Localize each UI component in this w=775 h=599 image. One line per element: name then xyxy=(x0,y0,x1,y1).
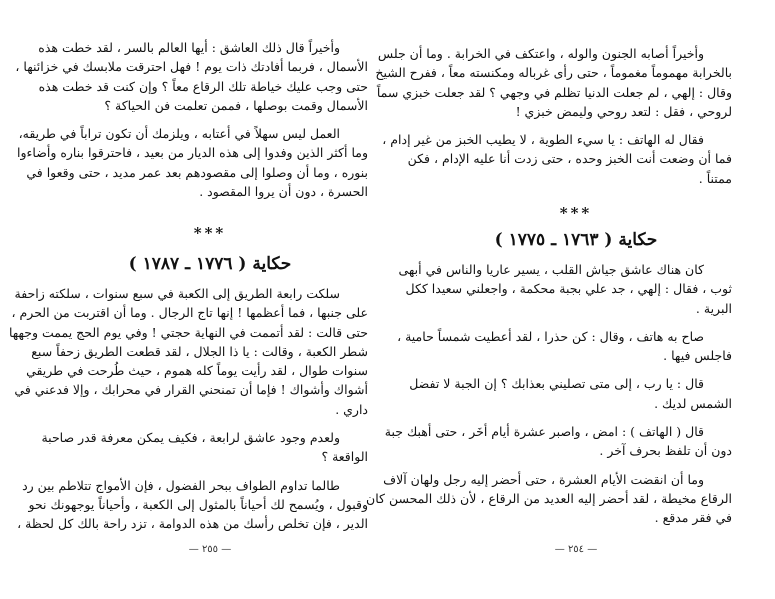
text-line: ولعدم وجود عاشق لرابعة ، فكيف يمكن معرفة قدر صاحبة xyxy=(41,430,340,446)
text-line: العمل ليس سهلاً في أعتابه ، ويلزمك أن تكون تراباً في طريقه، xyxy=(18,126,340,142)
paragraph xyxy=(17,124,368,201)
paragraph xyxy=(397,327,732,366)
paragraph xyxy=(8,284,368,419)
text-line: كان هناك عاشق جياش القلب ، يسير عاريا والناس في أبهى xyxy=(398,262,704,277)
text-line: الرقاع مخيطة ، لقد أحضر إليه العديد من الرقاع ، لأن ذلك المحسن كان xyxy=(366,490,732,506)
text-line: الدير ، فإن تخلص رأسك من هذه الدوامة ، تزد راحة بالك كل لحظة ، xyxy=(17,516,368,532)
text-line: وقبول ، ويُسمح لك أحياناً بالمثول إلى الكعبة ، وأحياناً يوجهونك نحو xyxy=(28,496,368,512)
text-line: حتى قالت : لقد أتممت في النهاية حجتي ! وفي يوم الحج يممت وجهها xyxy=(8,324,368,340)
text-line: وأخيراً قال ذلك العاشق : أيها العالم بالسر ، لقد خطت هذه xyxy=(38,40,340,55)
text-line: الشمس لديك . xyxy=(654,395,732,411)
text-line: في فقر مدقع . xyxy=(654,510,732,526)
text-line: وما أكثر الذين وفدوا إلى هذه الديار من بعيد ، فاحترقوا بناره وأضاءوا xyxy=(17,145,368,161)
left-page xyxy=(8,0,368,599)
text-line: ثوب ، فقال : إلهي ، جد علي بجبة محكمة ، واجعلني سعيدا ككل xyxy=(405,281,732,297)
text-line: قال ( الهاتف ) : امض ، واصبر عشرة أيام أخَر ، حتى أهبك جبة xyxy=(384,424,704,440)
text-line: الواقعة ؟ xyxy=(321,449,368,465)
text-line: أشواك وأشواك ! فإما أن تمنحني القرار في محرابك ، وإلا فدعني في xyxy=(14,382,368,398)
left-page-bottom-text xyxy=(8,284,368,543)
text-line: فقال له الهاتف : يا سيء الطوية ، لا يطيب الخبز من غير إدام ، xyxy=(382,132,704,148)
paragraph xyxy=(398,260,732,318)
section-heading: حكاية ( ١٧٦٣ ـ ١٧٧٥ ) xyxy=(494,230,658,250)
paragraph xyxy=(382,130,732,188)
text-line: الأسمال وقمت بوصلها ، فممن تعلمت فن الحياكة ؟ xyxy=(104,97,368,113)
text-line: فما أن وضعت أنت الخبز وحده ، حتى زدت أنا عليه الإدام ، فكن xyxy=(407,151,732,167)
text-line: بالخرابة مهموماً مغموماً ، حتى رأى غرباله ومكنسته معاً ، ففرح الشيخ xyxy=(375,65,732,81)
text-line: قال : يا رب ، إلى متى تصليني بعذابك ؟ إن الجبة لا تفضل xyxy=(409,376,704,392)
paragraph xyxy=(15,38,368,115)
section-separator: *** xyxy=(559,204,593,222)
section-separator: *** xyxy=(193,224,227,242)
right-page-bottom-text xyxy=(366,260,732,537)
paragraph xyxy=(375,44,732,121)
paragraph xyxy=(366,470,732,528)
text-line: طالما تداوم الطواف ببحر الفضول ، فإن الأمواج تتلاطم بين رد xyxy=(22,477,340,493)
right-page-top-text xyxy=(375,44,732,197)
text-line: حتى وجب عليك خياطة تلك الرقاع معاً ؟ وإن كنت قد خطت هذه xyxy=(38,78,368,94)
right-page xyxy=(366,0,732,599)
text-line: دون أن تلفظ بحرف آخر . xyxy=(599,443,732,459)
text-line: لروحي ، فقل : لتعد روحي وليمض خبزي ! xyxy=(515,103,732,119)
paragraph xyxy=(41,428,368,467)
text-line: وما أن انقضت الأيام العشرة ، حتى أحضر إليه رجل ولهان آلاف xyxy=(383,471,704,487)
paragraph xyxy=(384,422,732,461)
text-line: الأسمال ، فربما أفادتك ذات يوم ! فهل احترقت ملابسك في خزائنها ، xyxy=(15,59,368,75)
text-line: بنوره ، وما أن وصلوا إلى مقصودهم بعد عمر مديد ، حتى وقعوا في xyxy=(26,164,368,180)
page-number: — ٢٥٥ — xyxy=(188,544,232,555)
text-line: شطر الكعبة ، وقالت : يا ذا الجلال ، لقد قطعت الطريق زحفاً سبع xyxy=(31,343,368,359)
text-line: فاجلس فيها . xyxy=(663,348,732,364)
page-number: — ٢٥٤ — xyxy=(554,544,598,555)
paragraph xyxy=(17,476,368,534)
text-line: ممتناً . xyxy=(698,170,732,186)
text-line: سلكت رابعة الطريق إلى الكعبة في سبع سنوات ، سلكته زاحفة xyxy=(14,286,340,301)
text-line: البرية . xyxy=(695,300,732,316)
section-heading: حكاية ( ١٧٧٦ ـ ١٧٨٧ ) xyxy=(128,254,292,274)
paragraph xyxy=(409,374,732,413)
text-line: صاح به هاتف ، وقال : كن حذرا ، لقد أعطيت شمساً حامية ، xyxy=(397,328,704,344)
text-line: سنوات طوال ، لقد رأيت يوماً كله هموم ، حيث طُرحت في طريقي xyxy=(26,363,368,379)
text-line: وأخيراً أصابه الجنون والوله ، واعتكف في الخرابة . وما أن جلس xyxy=(377,46,704,61)
text-line: على جنبها ، فما أعظمها ! إنها تاج الرجال . وما أن اقتربت من الحرم ، xyxy=(11,305,368,321)
text-line: الحسرة ، دون أن يروا المقصود . xyxy=(199,184,368,200)
text-line: وقال : إلهي ، لم جعلت الدنيا تظلم في وجهي ؟ لقد جعلت خبزي سماً xyxy=(376,84,732,100)
left-page-top-text xyxy=(15,38,368,210)
text-line: داري . xyxy=(335,401,368,417)
